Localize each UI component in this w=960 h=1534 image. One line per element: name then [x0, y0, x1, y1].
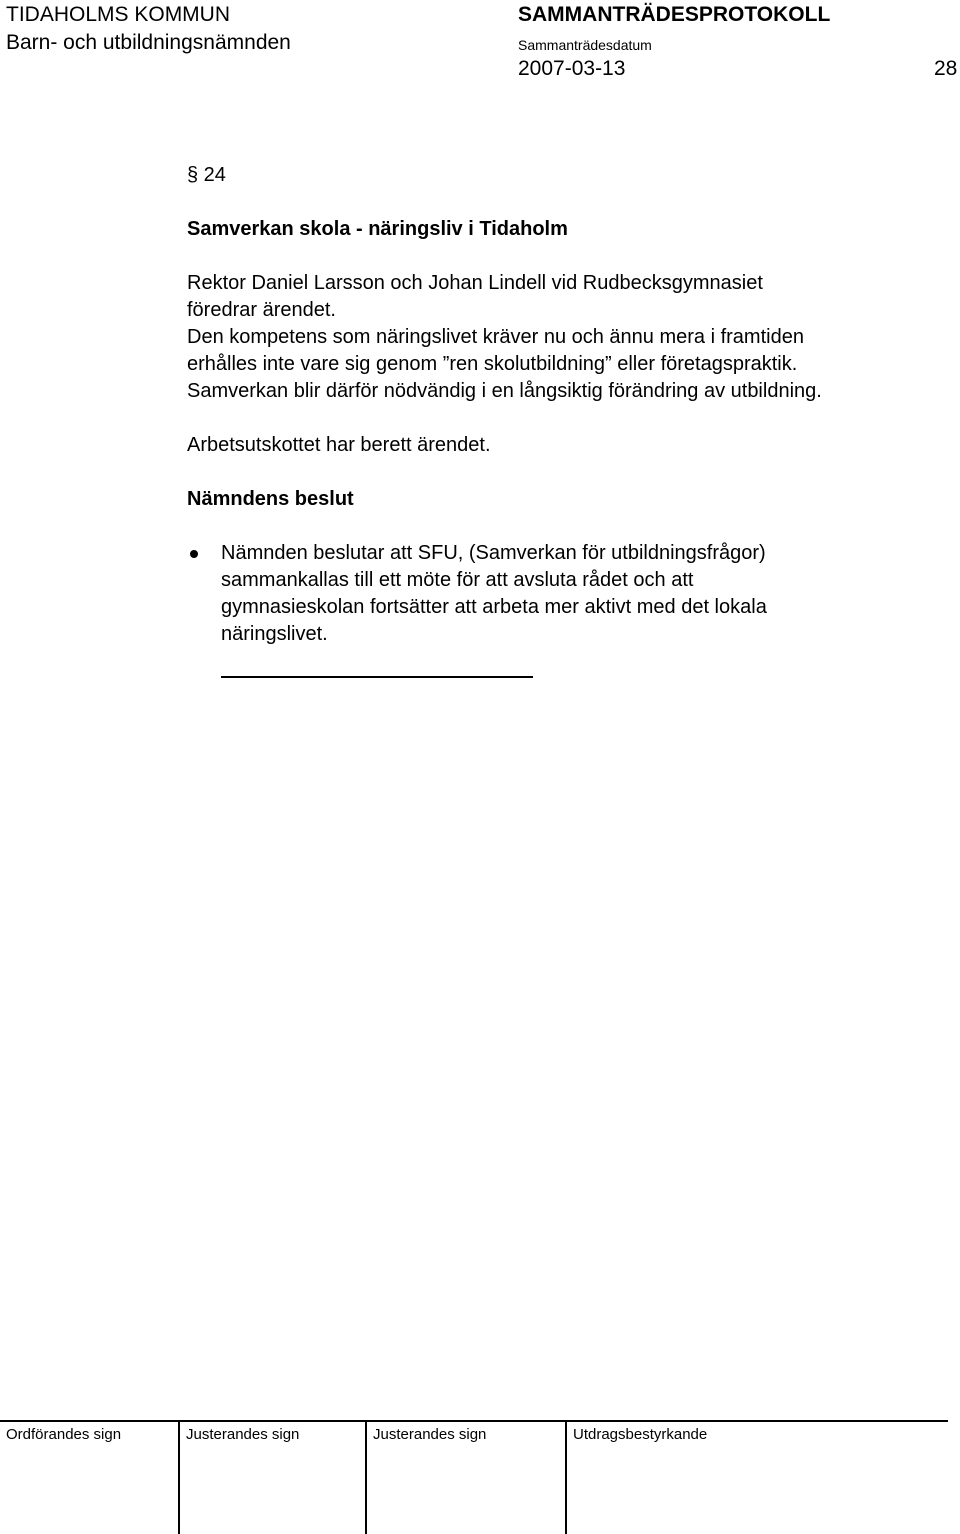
- bullet-icon: [190, 550, 198, 558]
- body-line: Den kompetens som näringslivet kräver nu och ännu mera i framtiden: [187, 326, 804, 348]
- paragraph-number: § 24: [187, 164, 226, 186]
- signature-divider: [365, 1422, 367, 1534]
- signature-top-rule: [0, 1420, 948, 1422]
- decision-line: gymnasieskolan fortsätter att arbeta mer aktivt med det lokala: [221, 596, 767, 618]
- committee-name: Barn- och utbildningsnämnden: [6, 31, 291, 54]
- body-line: erhålles inte vare sig genom ”ren skolutbildning” eller företagspraktik.: [187, 353, 798, 375]
- document-type: SAMMANTRÄDESPROTOKOLL: [518, 3, 831, 26]
- page-number: 28: [934, 57, 958, 80]
- decision-heading: Nämndens beslut: [187, 488, 354, 510]
- decision-line: Nämnden beslutar att SFU, (Samverkan för utbildningsfrågor): [221, 542, 766, 564]
- decision-line: näringslivet.: [221, 623, 328, 645]
- signature-divider: [565, 1422, 567, 1534]
- body-line: föredrar ärendet.: [187, 299, 336, 321]
- preparation-note: Arbetsutskottet har berett ärendet.: [187, 434, 491, 456]
- signature-divider: [178, 1422, 180, 1534]
- adjuster-signature-label: Justerandes sign: [186, 1426, 300, 1443]
- meeting-date-label: Sammanträdesdatum: [518, 37, 652, 53]
- decision-line: sammankallas till ett möte för att avsluta rådet och att: [221, 569, 694, 591]
- extract-certifier-label: Utdragsbestyrkande: [573, 1426, 708, 1443]
- body-line: Rektor Daniel Larsson och Johan Lindell vid Rudbecksgymnasiet: [187, 272, 763, 294]
- section-body: [187, 270, 822, 405]
- decision-text: [221, 540, 767, 648]
- section-title: Samverkan skola - näringsliv i Tidaholm: [187, 218, 568, 240]
- organization-name: TIDAHOLMS KOMMUN: [6, 3, 231, 26]
- chair-signature-label: Ordförandes sign: [6, 1426, 122, 1443]
- adjuster-signature-label: Justerandes sign: [373, 1426, 487, 1443]
- meeting-date: 2007-03-13: [518, 57, 626, 80]
- body-line: Samverkan blir därför nödvändig i en långsiktig förändring av utbildning.: [187, 380, 822, 402]
- section-end-rule: [221, 676, 533, 678]
